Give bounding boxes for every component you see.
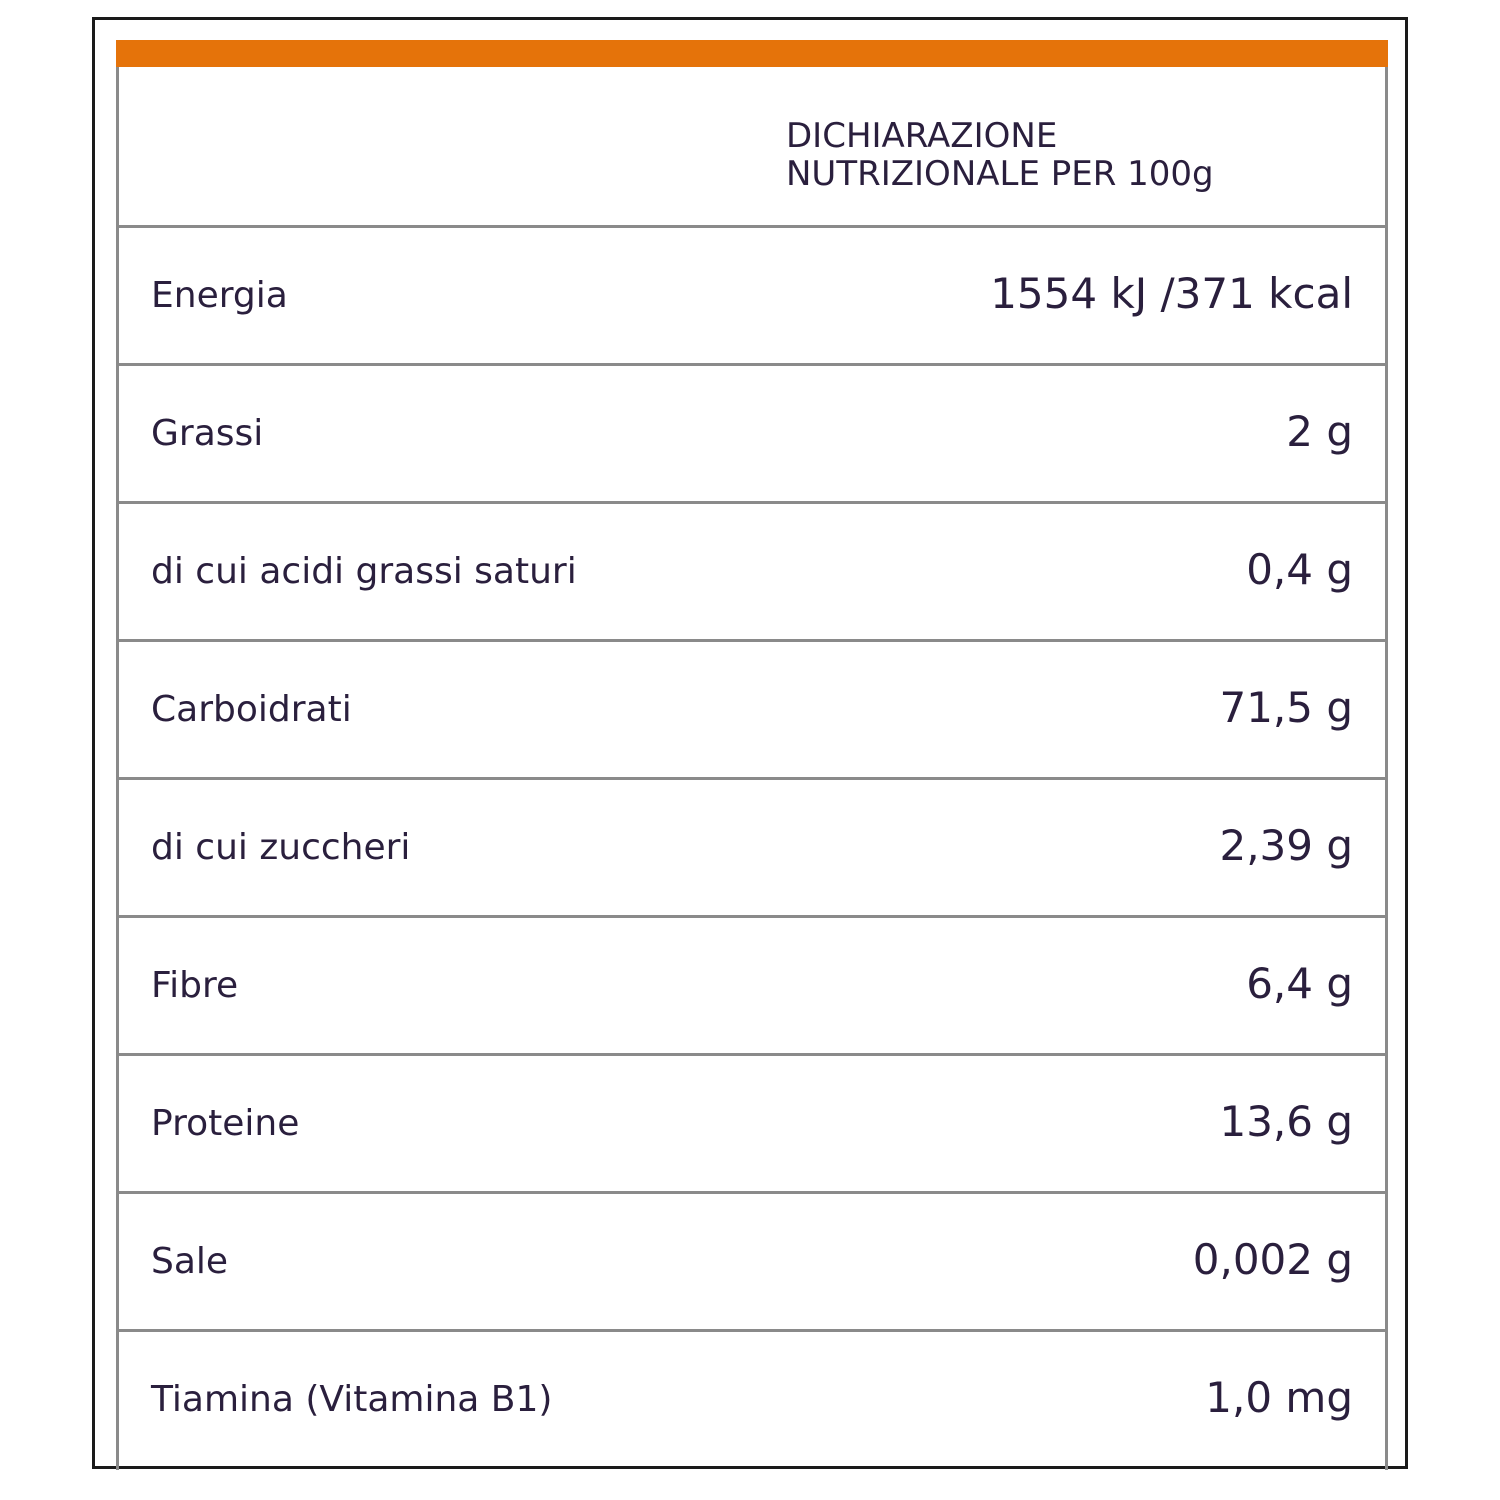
nutrient-value: 2 g	[1286, 407, 1353, 456]
table-row	[119, 918, 1385, 1056]
nutrient-label: Proteine	[151, 1103, 300, 1144]
nutrient-label: Energia	[151, 275, 288, 316]
table-header-title	[786, 117, 1306, 193]
table-row	[119, 1056, 1385, 1194]
nutrient-label: Fibre	[151, 965, 239, 1006]
table-row	[119, 504, 1385, 642]
nutrient-label: Sale	[151, 1241, 229, 1282]
nutrient-label: Tiamina (Vitamina B1)	[151, 1379, 553, 1420]
table-row	[119, 1332, 1385, 1470]
nutrition-table	[116, 40, 1388, 1470]
nutrient-value: 1554 kJ /371 kcal	[990, 269, 1353, 318]
table-row	[119, 366, 1385, 504]
nutrient-value: 0,4 g	[1246, 545, 1353, 594]
table-row	[119, 780, 1385, 918]
nutrient-value: 71,5 g	[1219, 683, 1353, 732]
table-header	[119, 67, 1385, 228]
nutrient-value: 6,4 g	[1246, 959, 1353, 1008]
nutrient-value: 13,6 g	[1219, 1097, 1353, 1146]
table-row	[119, 642, 1385, 780]
nutrient-label: Grassi	[151, 413, 264, 454]
accent-bar	[116, 40, 1388, 67]
nutrient-value: 0,002 g	[1192, 1235, 1353, 1284]
nutrient-label: di cui acidi grassi saturi	[151, 551, 577, 592]
table-row	[119, 1194, 1385, 1332]
nutrient-label: Carboidrati	[151, 689, 352, 730]
table-body	[119, 228, 1385, 1470]
header-title-line-1: DICHIARAZIONE	[786, 116, 1058, 156]
nutrient-value: 1,0 mg	[1205, 1373, 1353, 1422]
nutrient-value: 2,39 g	[1219, 821, 1353, 870]
header-title-line-2: NUTRIZIONALE PER 100g	[786, 154, 1214, 194]
nutrient-label: di cui zuccheri	[151, 827, 411, 868]
table-row	[119, 228, 1385, 366]
